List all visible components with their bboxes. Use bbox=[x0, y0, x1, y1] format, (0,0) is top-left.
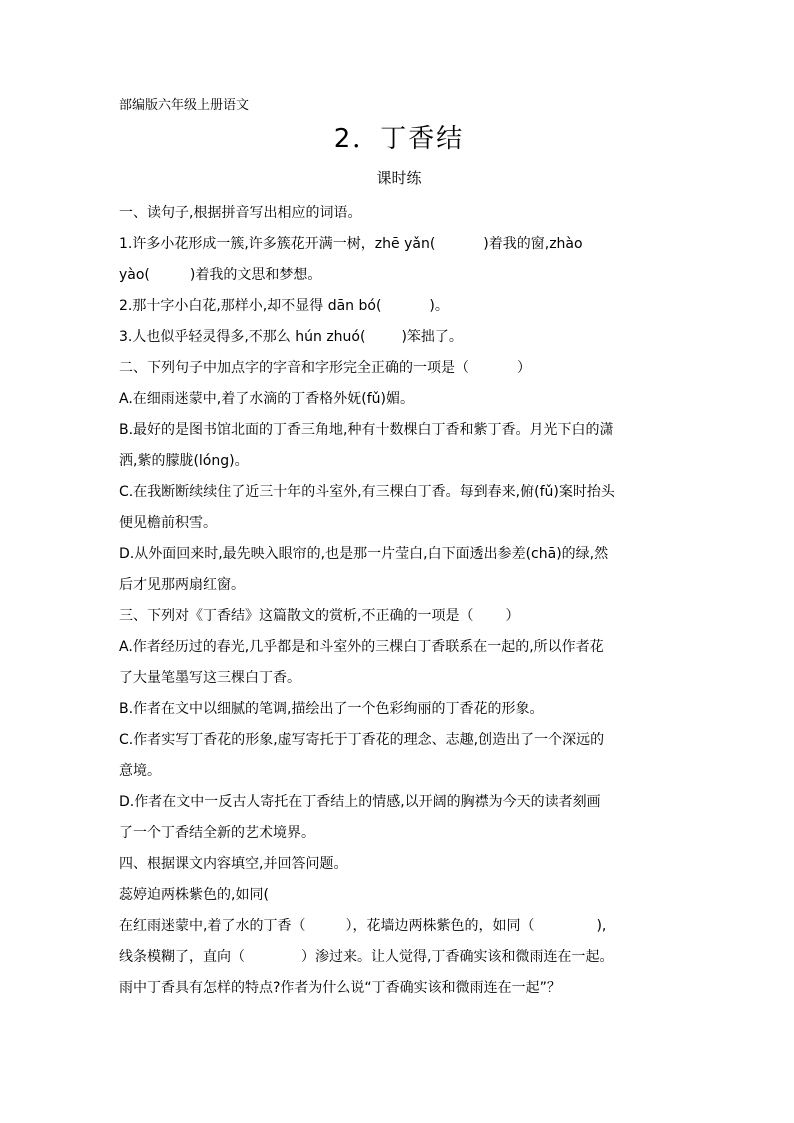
s2-heading-text: 二、下列句子中加点字的字音和字形完全正确的一项是（ bbox=[119, 360, 469, 376]
s3-heading-text: 三、下列对《丁香结》这篇散文的赏析,不正确的一项是（ bbox=[119, 608, 474, 624]
s2-option-d-line-1: D.从外面回来时,最先映入眼帘的,也是那一片莹白,白下面透出参差(chā)的绿,然 bbox=[119, 546, 609, 562]
section-3-heading bbox=[119, 601, 679, 632]
s2-heading-close: ） bbox=[517, 360, 531, 376]
s4-question: 雨中丁香具有怎样的特点?作者为什么说“丁香确实该和微雨连在一起”？ bbox=[119, 980, 561, 996]
section-2-heading bbox=[119, 353, 679, 384]
s4-l2-text-c: ), bbox=[596, 918, 607, 934]
s3-option-d-line-2: 了一个丁香结全新的艺术境界。 bbox=[119, 825, 315, 841]
s4-l3-text-b: ）渗过来。让人觉得,丁香确实该和微雨连在一起。 bbox=[301, 949, 614, 965]
s1-question-2 bbox=[119, 291, 679, 322]
s4-l2-text-b: ），花墙边两株紫色的，如同（ bbox=[345, 918, 535, 934]
s1-question-3 bbox=[119, 322, 679, 353]
s1-question-1-line-2 bbox=[119, 260, 679, 291]
s4-line-2 bbox=[119, 911, 679, 942]
s4-line-3 bbox=[119, 942, 679, 973]
s1-q1-text-a: 1.许多小花形成一簇,许多簇花开满一树，zhē yǎn( bbox=[119, 236, 436, 252]
lesson-title: 2．丁香结 bbox=[333, 124, 465, 154]
s1-q1-text-b: )着我的窗,zhào bbox=[483, 236, 583, 252]
s1-question-1-line-1 bbox=[119, 229, 679, 260]
s2-option-d-line-2: 后才见那两扇红窗。 bbox=[119, 577, 245, 593]
worksheet-page bbox=[119, 96, 679, 1004]
s3-option-a-line-2: 了大量笔墨写这三棵白丁香。 bbox=[119, 670, 301, 686]
s1-q1-text-c: yào( bbox=[119, 267, 150, 283]
s2-option-b-line-2: 洒,紫的朦胧(lóng)。 bbox=[119, 453, 249, 469]
s2-option-a: A.在细雨迷蒙中,着了水滴的丁香格外妩(fǔ)媚。 bbox=[119, 391, 414, 407]
s3-option-b: B.作者在文中以细腻的笔调,描绘出了一个色彩绚丽的丁香花的形象。 bbox=[119, 701, 544, 717]
header-note: 部编版六年级上册语文 bbox=[119, 98, 250, 113]
s2-option-c-line-1: C.在我断断续续住了近三十年的斗室外,有三棵白丁香。每到春来,俯(fǔ)案时抬头 bbox=[119, 484, 615, 500]
s1-q2-text-a: 2.那十字小白花,那样小,却不显得 dān bó( bbox=[119, 298, 382, 314]
s1-q1-text-d: )着我的文思和梦想。 bbox=[189, 267, 322, 283]
s4-l2-text-a: 在红雨迷蒙中,着了水的丁香（ bbox=[119, 918, 306, 934]
section-4-heading: 四、根据课文内容填空,并回答问题。 bbox=[119, 856, 348, 872]
s4-line-1: 蕊婷迫两株紫色的,如同( bbox=[119, 887, 269, 903]
section-1-heading: 一、读句子,根据拼音写出相应的词语。 bbox=[119, 205, 362, 221]
lesson-subtitle: 课时练 bbox=[376, 169, 422, 187]
s1-q2-text-b: )。 bbox=[429, 298, 449, 314]
s3-option-a-line-1: A.作者经历过的春光,几乎都是和斗室外的三棵白丁香联系在一起的,所以作者花 bbox=[119, 639, 604, 655]
s3-option-c-line-2: 意境。 bbox=[119, 763, 161, 779]
s1-q3-text-a: 3.人也似乎轻灵得多,不那么 hún zhuó( bbox=[119, 329, 366, 345]
s1-q3-text-b: )笨拙了。 bbox=[401, 329, 463, 345]
s3-option-c-line-1: C.作者实写丁香花的形象,虚写寄托于丁香花的理念、志趣,创造出了一个深远的 bbox=[119, 732, 605, 748]
s3-option-d-line-1: D.作者在文中一反古人寄托在丁香结上的情感,以开阔的胸襟为今天的读者刻画 bbox=[119, 794, 601, 810]
s3-heading-close: ） bbox=[505, 608, 520, 624]
s2-option-b-line-1: B.最好的是图书馆北面的丁香三角地,种有十数棵白丁香和紫丁香。月光下白的潇 bbox=[119, 422, 614, 438]
s4-l3-text-a: 线条模糊了，直向（ bbox=[119, 949, 245, 965]
s2-option-c-line-2: 便见檐前积雪。 bbox=[119, 515, 217, 531]
